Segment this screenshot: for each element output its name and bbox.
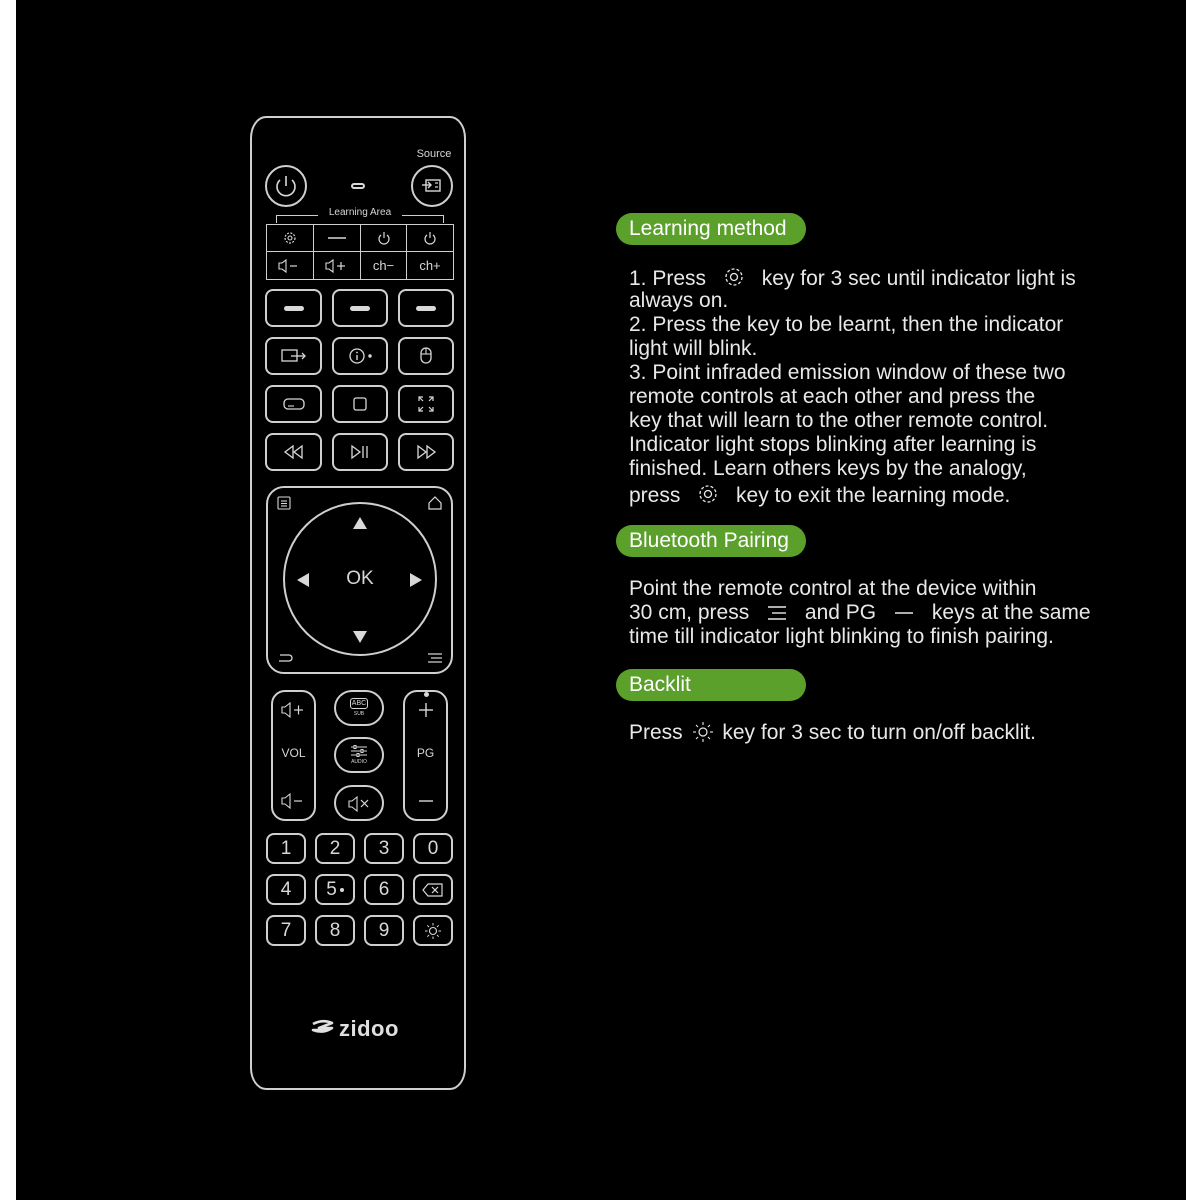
learn-vol-down-key[interactable]: [266, 251, 314, 280]
backspace-icon: [421, 882, 445, 898]
learning-line-5: 3. Point infraded emission window of these two: [629, 361, 1066, 384]
bluetooth-line-2c: keys at the same: [931, 601, 1091, 624]
tactile-dot: [424, 692, 429, 697]
remote-control: [250, 116, 466, 1090]
backlight-key[interactable]: [413, 915, 453, 946]
info-icon: [345, 346, 375, 366]
power-icon: [422, 230, 438, 246]
stop-key[interactable]: [332, 385, 388, 423]
volume-down-icon: [277, 258, 303, 274]
fullscreen-icon: [416, 394, 436, 414]
source-label: Source: [416, 148, 452, 160]
gear-icon: [722, 265, 746, 289]
learn-ch-up-key[interactable]: ch+: [406, 251, 454, 280]
volume-down-icon[interactable]: [280, 791, 308, 811]
audio-label: AUDIO: [351, 759, 367, 765]
learning-line-2: always on.: [629, 289, 729, 312]
number-key-1[interactable]: 1: [266, 833, 306, 864]
number-key-3[interactable]: 3: [364, 833, 404, 864]
menu-icon[interactable]: [276, 495, 292, 511]
number-key-7[interactable]: 7: [266, 915, 306, 946]
number-key-2[interactable]: 2: [315, 833, 355, 864]
back-icon[interactable]: [276, 651, 294, 665]
backspace-key[interactable]: [413, 874, 453, 905]
learn-ch-down-key[interactable]: ch−: [360, 251, 407, 280]
backlight-icon: [692, 721, 714, 743]
function-key-1[interactable]: [265, 289, 322, 327]
mouse-key[interactable]: [398, 337, 454, 375]
learning-line-8: Indicator light stops blinking after learning is: [629, 433, 1037, 456]
input-key[interactable]: [265, 337, 322, 375]
volume-up-icon: [324, 258, 350, 274]
dash-icon: [350, 306, 370, 311]
zidoo-logo-icon: [310, 1019, 336, 1039]
mute-button[interactable]: [334, 785, 384, 821]
left-arrow-icon[interactable]: [296, 572, 310, 588]
volume-up-icon[interactable]: [280, 700, 308, 720]
subtitle-top-label: ABC: [351, 700, 367, 707]
down-arrow-icon[interactable]: [352, 630, 368, 644]
power-icon: [376, 230, 392, 246]
mouse-icon: [416, 345, 436, 367]
subtitle-button[interactable]: [334, 690, 384, 726]
gear-icon: [696, 482, 720, 506]
ok-button[interactable]: OK: [346, 568, 374, 589]
bluetooth-line-2a: 30 cm, press: [629, 601, 750, 624]
subtitle-toggle-key[interactable]: [265, 385, 322, 423]
list-icon: [765, 603, 789, 623]
function-key-3[interactable]: [398, 289, 454, 327]
learn-settings-key[interactable]: [266, 224, 314, 252]
backlit-line-1a: Press: [629, 721, 683, 744]
learning-line-9: finished. Learn others keys by the analogy,: [629, 457, 1027, 480]
learn-power-key-1[interactable]: [360, 224, 407, 252]
fast-forward-icon: [414, 443, 438, 461]
number-key-6[interactable]: 6: [364, 874, 404, 905]
learn-dash-key[interactable]: [313, 224, 361, 252]
backlit-line-1: [629, 721, 1036, 745]
backlit-line-1b: key for 3 sec to turn on/off backlit.: [722, 721, 1036, 744]
plus-icon[interactable]: [416, 700, 436, 720]
backlight-icon: [424, 922, 442, 940]
learning-line-1a: 1. Press: [629, 267, 707, 290]
bluetooth-line-2: [629, 601, 1091, 625]
dash-icon: [416, 306, 436, 311]
learning-line-10b: key to exit the learning mode.: [736, 484, 1011, 507]
learning-line-10a: press: [629, 484, 681, 507]
backlit-heading: Backlit: [616, 669, 806, 701]
minus-icon: [892, 603, 916, 623]
indicator-light: [351, 183, 365, 189]
bluetooth-line-1: Point the remote control at the device within: [629, 577, 1037, 600]
stop-icon: [350, 394, 370, 414]
number-key-8[interactable]: 8: [315, 915, 355, 946]
power-button[interactable]: [265, 165, 307, 207]
rewind-key[interactable]: [265, 433, 322, 471]
navigation-panel: [266, 486, 453, 674]
learning-line-4: light will blink.: [629, 337, 758, 360]
volume-rocker[interactable]: [271, 690, 316, 821]
home-icon[interactable]: [426, 494, 444, 512]
function-key-2[interactable]: [332, 289, 388, 327]
bluetooth-line-2b: and PG: [804, 601, 877, 624]
bluetooth-pairing-heading: Bluetooth Pairing: [616, 525, 806, 557]
mute-icon: [347, 794, 373, 814]
input-source-icon: [413, 167, 451, 205]
tactile-dot: [340, 888, 344, 892]
bluetooth-line-3: time till indicator light blinking to finish pairing.: [629, 625, 1054, 648]
right-arrow-icon[interactable]: [409, 572, 423, 588]
dash-icon: [284, 306, 304, 311]
source-button[interactable]: [411, 165, 453, 207]
learn-vol-up-key[interactable]: [313, 251, 361, 280]
brand-logo: [310, 1016, 420, 1042]
vol-label: VOL: [281, 746, 306, 760]
audio-button[interactable]: [334, 737, 384, 773]
play-pause-key[interactable]: [332, 433, 388, 471]
number-key-0[interactable]: 0: [413, 833, 453, 864]
learning-line-6: remote controls at each other and press the: [629, 385, 1036, 408]
number-key-4[interactable]: 4: [266, 874, 306, 905]
screen-icon: [280, 395, 308, 413]
minus-icon[interactable]: [416, 791, 436, 811]
pg-label: PG: [416, 746, 435, 760]
page-rocker[interactable]: [403, 690, 448, 821]
power-icon: [267, 167, 305, 205]
number-key-5[interactable]: [315, 874, 355, 905]
learning-line-7: key that will learn to the other remote control.: [629, 409, 1049, 432]
learning-line-10: [629, 482, 1010, 508]
subtitle-bottom-label: SUB: [353, 711, 365, 717]
learning-line-1: [629, 265, 1076, 291]
list-icon[interactable]: [426, 651, 444, 665]
fullscreen-key[interactable]: [398, 385, 454, 423]
equalizer-icon: [349, 744, 369, 758]
learning-area-keys: [266, 224, 454, 280]
gear-icon: [282, 230, 298, 246]
brand-name: zidoo: [339, 1016, 399, 1041]
input-icon: [279, 347, 309, 365]
learning-method-heading: Learning method: [616, 213, 806, 245]
play-pause-icon: [348, 443, 372, 461]
rewind-icon: [282, 443, 306, 461]
learn-power-key-2[interactable]: [406, 224, 454, 252]
learning-line-1b: key for 3 sec until indicator light is: [761, 267, 1076, 290]
up-arrow-icon[interactable]: [352, 516, 368, 530]
learning-area-label: Learning Area: [318, 207, 402, 218]
number-key-9[interactable]: 9: [364, 915, 404, 946]
number-key-5-label: 5: [326, 878, 337, 900]
product-image: [16, 0, 1186, 1200]
info-key[interactable]: [332, 337, 388, 375]
fast-forward-key[interactable]: [398, 433, 454, 471]
learning-line-3: 2. Press the key to be learnt, then the indicator: [629, 313, 1064, 336]
dash-icon: [326, 233, 348, 243]
